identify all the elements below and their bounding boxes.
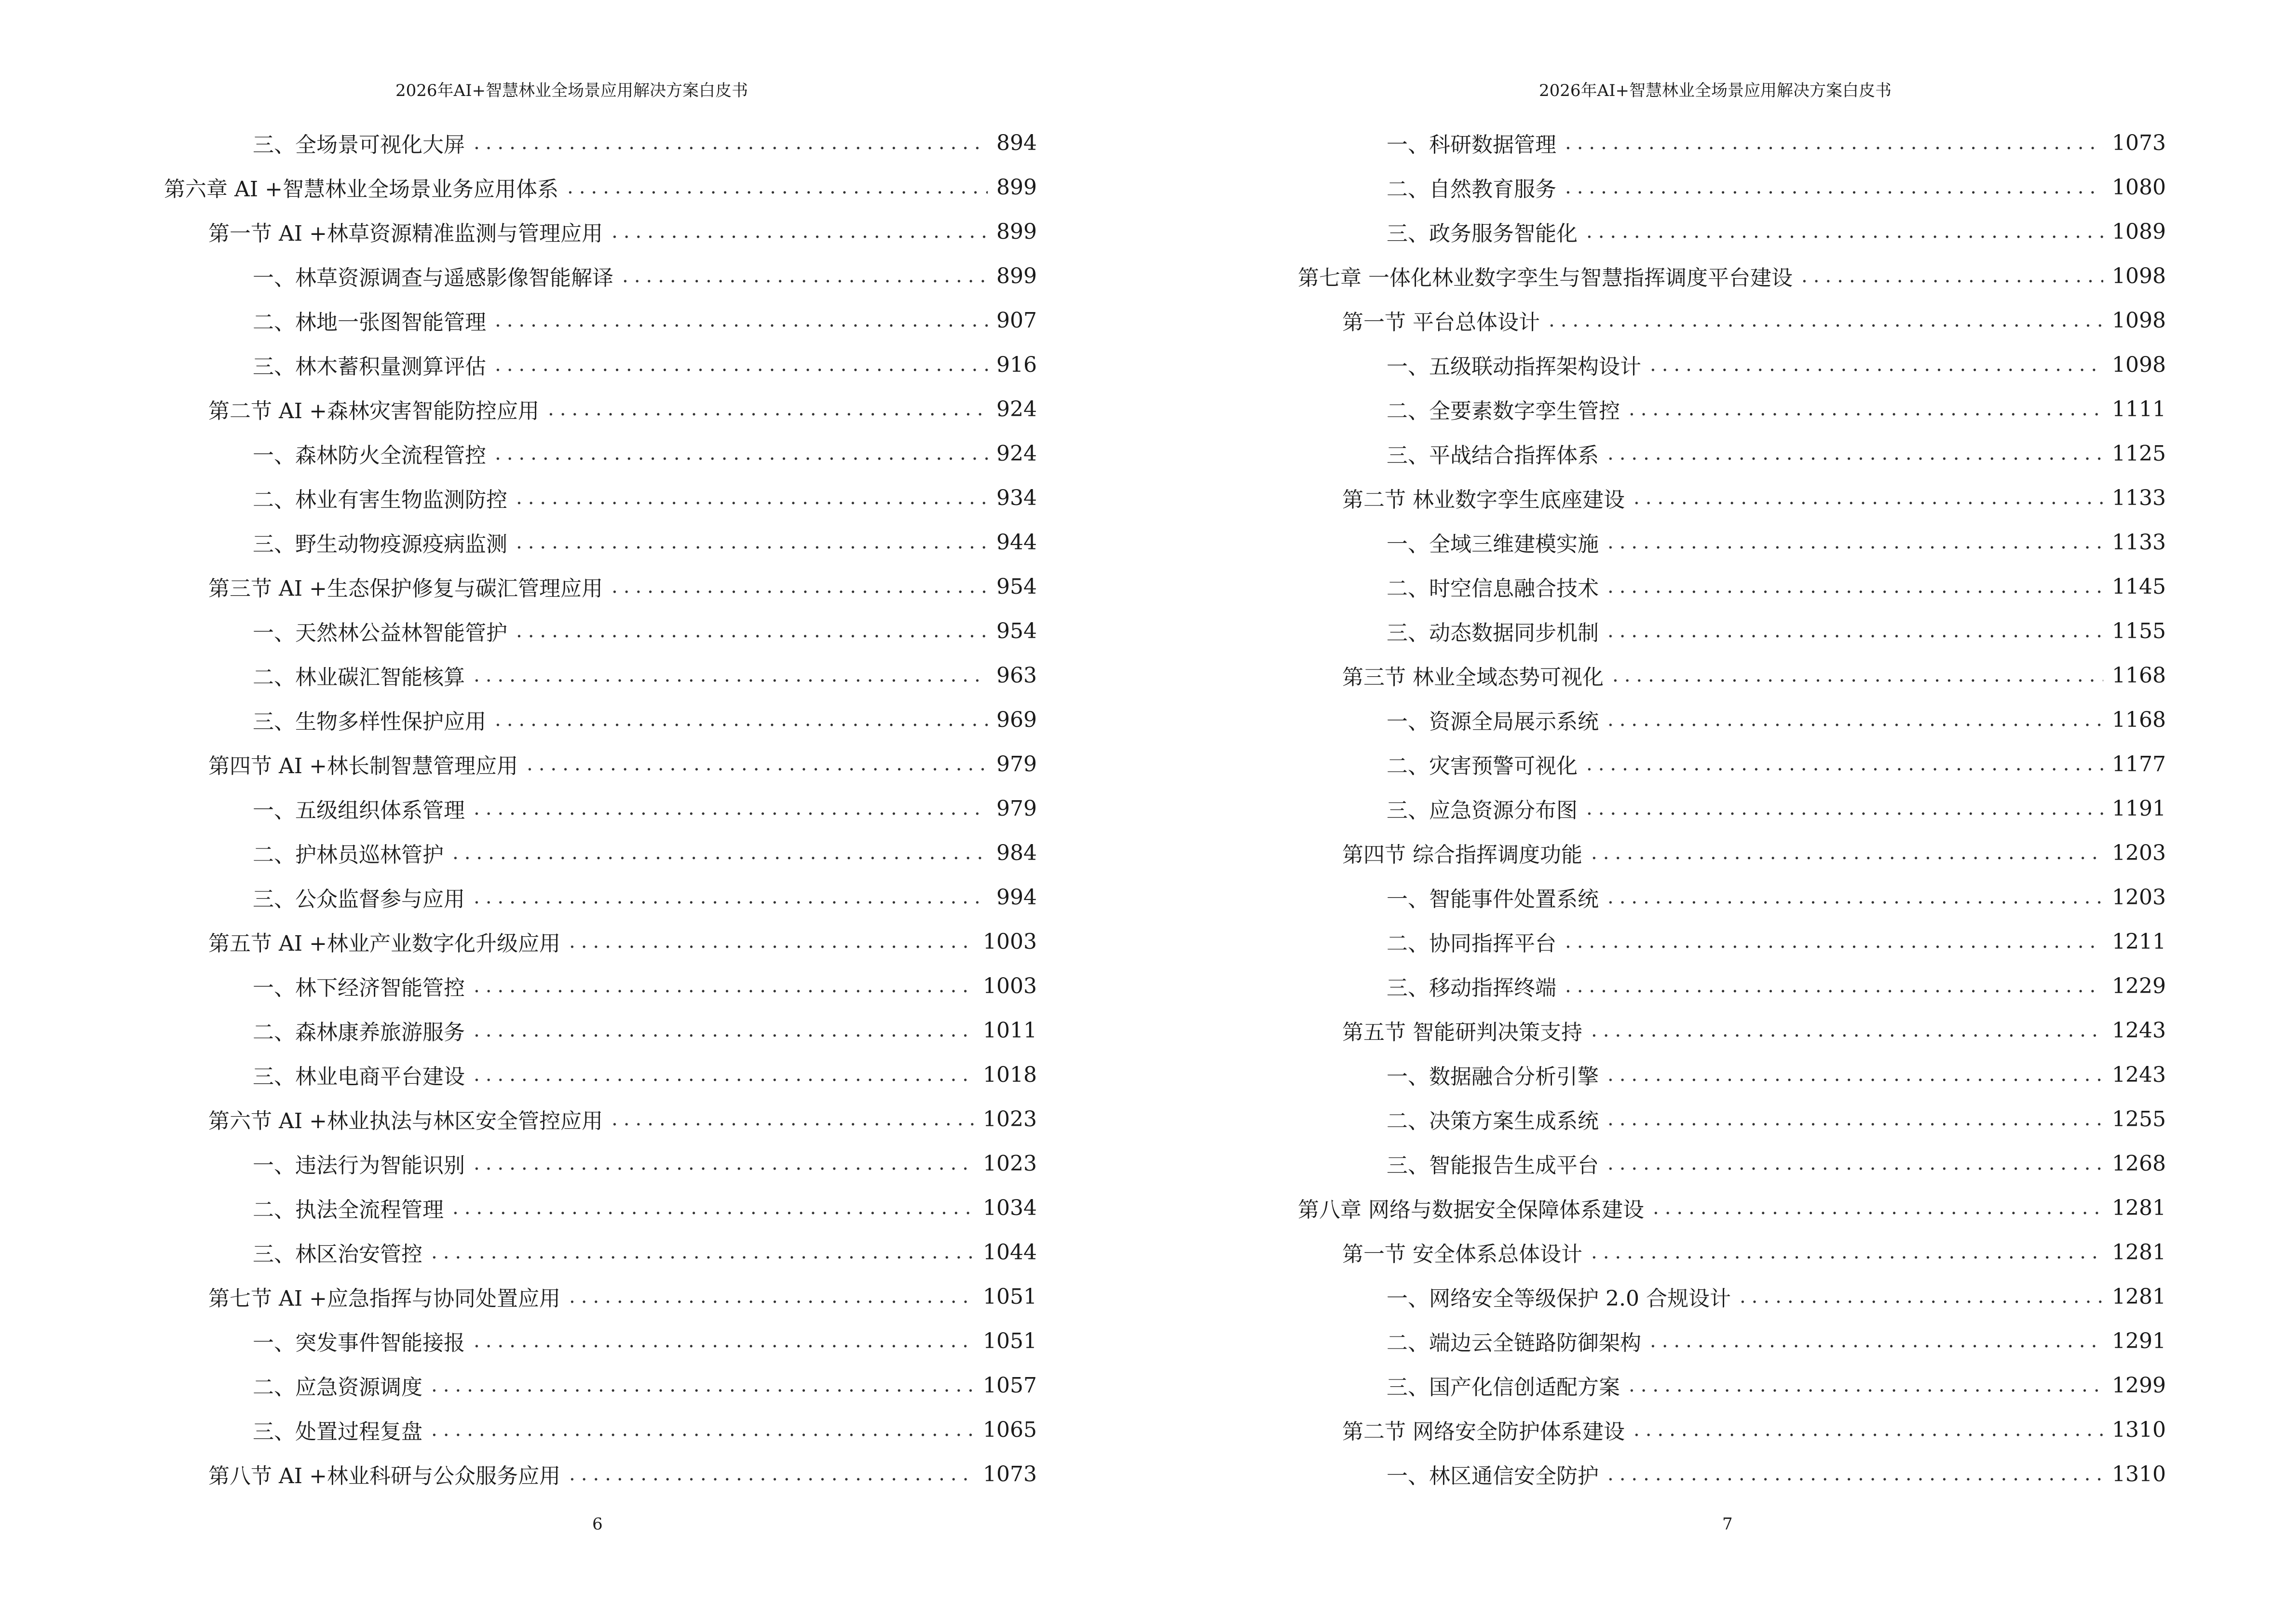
toc-entry-page: 1057	[983, 1373, 1037, 1398]
toc-entry-page: 979	[996, 751, 1037, 777]
dot-leader	[1607, 577, 2103, 596]
toc-subsection-entry[interactable]	[164, 1319, 1037, 1363]
toc-section-entry[interactable]	[1298, 831, 2166, 875]
toc-entry-title: 第一节 平台总体设计	[1342, 310, 1540, 335]
toc-entry-title: 第三节 AI +生态保护修复与碳汇管理应用	[208, 576, 603, 601]
running-header: 2026年AI+智慧林业全场景应用解决方案白皮书	[1539, 81, 1892, 100]
toc-entry-page: 1003	[983, 929, 1037, 954]
toc-entry-title: 三、林业电商平台建设	[253, 1064, 465, 1089]
toc-entry-title: 第六节 AI +林业执法与林区安全管控应用	[208, 1109, 603, 1133]
toc-entry-title: 第四节 AI +林长制智慧管理应用	[208, 754, 518, 778]
toc-entry-title: 二、灾害预警可视化	[1387, 754, 1578, 778]
toc-subsection-entry[interactable]	[164, 476, 1037, 520]
dot-leader	[1607, 1109, 2103, 1129]
toc-subsection-entry[interactable]	[1298, 875, 2166, 919]
toc-list	[164, 121, 1037, 1496]
toc-entry-title: 一、网络安全等级保护 2.0 合规设计	[1387, 1286, 1731, 1311]
toc-subsection-entry[interactable]	[1298, 1274, 2166, 1319]
toc-entry-page: 1281	[2112, 1195, 2166, 1220]
dot-leader	[1607, 1464, 2103, 1484]
toc-entry-page: 1044	[983, 1240, 1037, 1265]
dot-leader	[622, 266, 988, 286]
toc-entry-title: 第五节 智能研判决策支持	[1342, 1020, 1582, 1045]
dot-leader	[1629, 399, 2103, 419]
toc-entry-title: 三、应急资源分布图	[1387, 798, 1578, 823]
toc-entry-title: 三、处置过程复盘	[253, 1419, 422, 1444]
toc-entry-title: 一、违法行为智能识别	[253, 1153, 465, 1178]
toc-entry-page: 1098	[2112, 308, 2166, 333]
dot-leader	[1565, 932, 2103, 951]
dot-leader	[1740, 1287, 2103, 1306]
toc-subsection-entry[interactable]	[1298, 742, 2166, 786]
dot-leader	[1565, 976, 2103, 996]
toc-subsection-entry[interactable]	[164, 1230, 1037, 1274]
toc-entry-page: 1111	[2112, 396, 2166, 422]
toc-entry-page: 899	[996, 175, 1037, 200]
toc-subsection-entry[interactable]	[164, 1407, 1037, 1452]
dot-leader	[1801, 266, 2103, 286]
toc-list	[1298, 121, 2166, 1496]
toc-entry-page: 1310	[2112, 1461, 2166, 1487]
toc-entry-page: 924	[996, 396, 1037, 422]
toc-entry-page: 1065	[983, 1417, 1037, 1442]
dot-leader	[1565, 177, 2103, 197]
toc-entry-page: 1203	[2112, 885, 2166, 910]
toc-entry-title: 一、天然林公益林智能管护	[253, 621, 507, 645]
toc-entry-title: 三、移动指挥终端	[1387, 976, 1556, 1000]
toc-subsection-entry[interactable]	[1298, 786, 2166, 831]
toc-subsection-entry[interactable]	[1298, 431, 2166, 476]
toc-entry-page: 1211	[2112, 929, 2166, 954]
toc-entry-title: 二、决策方案生成系统	[1387, 1109, 1599, 1133]
toc-entry-title: 一、资源全局展示系统	[1387, 710, 1599, 734]
toc-entry-title: 一、科研数据管理	[1387, 133, 1556, 157]
toc-entry-page: 1243	[2112, 1018, 2166, 1043]
toc-subsection-entry[interactable]	[164, 1141, 1037, 1186]
dot-leader	[431, 1376, 974, 1395]
dot-leader	[474, 1331, 974, 1351]
toc-section-entry[interactable]	[164, 742, 1037, 786]
toc-subsection-entry[interactable]	[1298, 342, 2166, 387]
toc-entry-title: 三、政务服务智能化	[1387, 221, 1578, 246]
dot-leader	[1607, 621, 2103, 641]
dot-leader	[567, 177, 988, 197]
toc-entry-page: 1073	[983, 1461, 1037, 1487]
dot-leader	[1586, 799, 2103, 818]
toc-entry-page: 1291	[2112, 1328, 2166, 1353]
toc-subsection-entry[interactable]	[164, 121, 1037, 165]
dot-leader	[1607, 1154, 2103, 1173]
toc-entry-page: 1310	[2112, 1417, 2166, 1442]
toc-entry-title: 二、林业有害生物监测防控	[253, 488, 507, 512]
dot-leader	[1612, 666, 2103, 685]
toc-entry-title: 二、林地一张图智能管理	[253, 310, 486, 335]
toc-section-entry[interactable]	[1298, 1407, 2166, 1452]
toc-entry-page: 1073	[2112, 130, 2166, 155]
toc-subsection-entry[interactable]	[164, 431, 1037, 476]
dot-leader	[1634, 1420, 2103, 1439]
toc-section-entry[interactable]	[1298, 1230, 2166, 1274]
toc-entry-title: 第二节 网络安全防护体系建设	[1342, 1419, 1625, 1444]
toc-entry-title: 一、五级组织体系管理	[253, 798, 465, 823]
toc-entry-page: 934	[996, 485, 1037, 510]
dot-leader	[1586, 754, 2103, 774]
toc-entry-title: 二、应急资源调度	[253, 1375, 422, 1400]
toc-entry-title: 二、时空信息融合技术	[1387, 576, 1599, 601]
toc-entry-title: 第八章 网络与数据安全保障体系建设	[1298, 1198, 1644, 1222]
toc-entry-title: 第三节 林业全域态势可视化	[1342, 665, 1604, 690]
toc-subsection-entry[interactable]	[1298, 564, 2166, 609]
toc-entry-title: 第七章 一体化林业数字孪生与智慧指挥调度平台建设	[1298, 266, 1793, 290]
toc-entry-title: 三、野生动物疫源疫病监测	[253, 532, 507, 557]
dot-leader	[495, 311, 988, 330]
toc-entry-page: 899	[996, 263, 1037, 288]
toc-subsection-entry[interactable]	[164, 697, 1037, 742]
toc-entry-title: 第一节 AI +林草资源精准监测与管理应用	[208, 221, 603, 246]
page-number: 7	[1722, 1515, 1733, 1534]
toc-subsection-entry[interactable]	[164, 786, 1037, 831]
toc-subsection-entry[interactable]	[1298, 209, 2166, 254]
toc-section-entry[interactable]	[164, 209, 1037, 254]
dot-leader	[1629, 1376, 2103, 1395]
toc-entry-page: 1018	[983, 1062, 1037, 1087]
toc-section-entry[interactable]	[1298, 476, 2166, 520]
toc-subsection-entry[interactable]	[164, 831, 1037, 875]
dot-leader	[474, 1065, 974, 1084]
toc-entry-page: 954	[996, 574, 1037, 599]
toc-entry-page: 969	[996, 707, 1037, 732]
toc-subsection-entry[interactable]	[164, 609, 1037, 653]
toc-entry-page: 979	[996, 796, 1037, 821]
toc-entry-page: 1281	[2112, 1284, 2166, 1309]
toc-subsection-entry[interactable]	[1298, 609, 2166, 653]
toc-entry-page: 1080	[2112, 175, 2166, 200]
toc-entry-title: 二、全要素数字孪生管控	[1387, 399, 1620, 423]
toc-entry-title: 一、全域三维建模实施	[1387, 532, 1599, 557]
dot-leader	[431, 1242, 974, 1262]
toc-section-entry[interactable]	[164, 387, 1037, 431]
toc-section-entry[interactable]	[1298, 298, 2166, 342]
toc-entry-title: 三、生物多样性保护应用	[253, 710, 486, 734]
dot-leader	[1607, 1065, 2103, 1084]
toc-subsection-entry[interactable]	[164, 520, 1037, 564]
toc-entry-title: 一、林下经济智能管控	[253, 976, 465, 1000]
toc-entry-title: 一、智能事件处置系统	[1387, 887, 1599, 912]
dot-leader	[452, 1198, 974, 1217]
toc-entry-page: 1281	[2112, 1240, 2166, 1265]
dot-leader	[1607, 887, 2103, 907]
toc-entry-page: 1011	[983, 1018, 1037, 1043]
toc-entry-page: 1155	[2112, 618, 2166, 643]
dot-leader	[452, 843, 988, 862]
toc-entry-title: 三、国产化信创适配方案	[1387, 1375, 1620, 1400]
dot-leader	[527, 754, 988, 774]
toc-chapter-entry[interactable]	[164, 165, 1037, 209]
toc-entry-title: 三、全场景可视化大屏	[253, 133, 465, 157]
toc-subsection-entry[interactable]	[1298, 520, 2166, 564]
toc-entry-page: 994	[996, 885, 1037, 910]
dot-leader	[516, 488, 988, 507]
dot-leader	[474, 799, 988, 818]
toc-entry-title: 三、动态数据同步机制	[1387, 621, 1599, 645]
toc-subsection-entry[interactable]	[164, 653, 1037, 697]
toc-subsection-entry[interactable]	[1298, 1097, 2166, 1141]
dot-leader	[569, 1464, 974, 1484]
toc-entry-page: 1168	[2112, 707, 2166, 732]
toc-entry-page: 1023	[983, 1106, 1037, 1132]
toc-entry-title: 二、森林康养旅游服务	[253, 1020, 465, 1045]
toc-entry-title: 三、智能报告生成平台	[1387, 1153, 1599, 1178]
toc-entry-page: 1191	[2112, 796, 2166, 821]
dot-leader	[474, 1154, 974, 1173]
toc-subsection-entry[interactable]	[164, 875, 1037, 919]
toc-subsection-entry[interactable]	[164, 254, 1037, 298]
dot-leader	[1650, 1331, 2103, 1351]
toc-entry-page: 1125	[2112, 441, 2166, 466]
dot-leader	[1565, 133, 2103, 152]
toc-entry-page: 1051	[983, 1328, 1037, 1353]
toc-entry-page: 1243	[2112, 1062, 2166, 1087]
toc-subsection-entry[interactable]	[1298, 919, 2166, 964]
toc-entry-page: 1098	[2112, 352, 2166, 377]
toc-subsection-entry[interactable]	[1298, 1052, 2166, 1097]
toc-entry-page: 916	[996, 352, 1037, 377]
toc-entry-title: 一、林区通信安全防护	[1387, 1464, 1599, 1488]
toc-entry-page: 1089	[2112, 219, 2166, 244]
toc-entry-page: 1034	[983, 1195, 1037, 1220]
dot-leader	[1591, 843, 2103, 862]
toc-entry-page: 907	[996, 308, 1037, 333]
toc-entry-title: 一、突发事件智能接报	[253, 1331, 465, 1355]
toc-entry-page: 954	[996, 618, 1037, 643]
dot-leader	[474, 133, 988, 152]
toc-section-entry[interactable]	[164, 564, 1037, 609]
toc-entry-page: 899	[996, 219, 1037, 244]
dot-leader	[474, 1021, 974, 1040]
toc-entry-title: 第五节 AI +林业产业数字化升级应用	[208, 931, 560, 956]
toc-entry-page: 1177	[2112, 751, 2166, 777]
dot-leader	[495, 355, 988, 374]
toc-section-entry[interactable]	[164, 919, 1037, 964]
toc-entry-page: 1133	[2112, 530, 2166, 555]
toc-subsection-entry[interactable]	[164, 342, 1037, 387]
toc-entry-title: 一、森林防火全流程管控	[253, 443, 486, 468]
toc-entry-page: 1299	[2112, 1373, 2166, 1398]
dot-leader	[1586, 222, 2103, 241]
dot-leader	[495, 710, 988, 729]
toc-entry-title: 三、林区治安管控	[253, 1242, 422, 1267]
dot-leader	[612, 1109, 974, 1129]
toc-entry-page: 1023	[983, 1151, 1037, 1176]
toc-entry-title: 二、林业碳汇智能核算	[253, 665, 465, 690]
toc-entry-page: 894	[996, 130, 1037, 155]
toc-entry-title: 第四节 综合指挥调度功能	[1342, 843, 1582, 867]
dot-leader	[474, 666, 988, 685]
toc-entry-title: 二、协同指挥平台	[1387, 931, 1556, 956]
dot-leader	[1591, 1021, 2103, 1040]
dot-leader	[474, 887, 988, 907]
dot-leader	[1607, 710, 2103, 729]
toc-entry-title: 三、平战结合指挥体系	[1387, 443, 1599, 468]
toc-entry-page: 1051	[983, 1284, 1037, 1309]
dot-leader	[569, 932, 974, 951]
dot-leader	[516, 621, 988, 641]
toc-entry-page: 1133	[2112, 485, 2166, 510]
dot-leader	[612, 577, 988, 596]
toc-subsection-entry[interactable]	[1298, 165, 2166, 209]
toc-subsection-entry[interactable]	[164, 964, 1037, 1008]
toc-entry-page: 963	[996, 663, 1037, 688]
toc-subsection-entry[interactable]	[164, 1363, 1037, 1407]
toc-subsection-entry[interactable]	[1298, 697, 2166, 742]
dot-leader	[1634, 488, 2103, 507]
dot-leader	[612, 222, 988, 241]
toc-entry-title: 第七节 AI +应急指挥与协同处置应用	[208, 1286, 560, 1311]
toc-entry-title: 第六章 AI +智慧林业全场景业务应用体系	[164, 177, 558, 202]
dot-leader	[431, 1420, 974, 1439]
toc-entry-page: 944	[996, 530, 1037, 555]
dot-leader	[1653, 1198, 2103, 1217]
dot-leader	[569, 1287, 974, 1306]
toc-subsection-entry[interactable]	[164, 1186, 1037, 1230]
toc-entry-page: 1203	[2112, 840, 2166, 865]
toc-subsection-entry[interactable]	[164, 1052, 1037, 1097]
toc-subsection-entry[interactable]	[164, 298, 1037, 342]
toc-entry-title: 三、林木蓄积量测算评估	[253, 355, 486, 379]
toc-entry-title: 一、林草资源调查与遥感影像智能解译	[253, 266, 613, 290]
toc-entry-page: 1145	[2112, 574, 2166, 599]
dot-leader	[548, 399, 988, 419]
toc-entry-title: 第八节 AI +林业科研与公众服务应用	[208, 1464, 560, 1488]
running-header: 2026年AI+智慧林业全场景应用解决方案白皮书	[395, 81, 748, 100]
toc-section-entry[interactable]	[1298, 1008, 2166, 1052]
toc-entry-title: 第二节 林业数字孪生底座建设	[1342, 488, 1625, 512]
toc-entry-title: 二、端边云全链路防御架构	[1387, 1331, 1641, 1355]
dot-leader	[474, 976, 974, 996]
toc-section-entry[interactable]	[164, 1274, 1037, 1319]
toc-subsection-entry[interactable]	[164, 1008, 1037, 1052]
toc-chapter-entry[interactable]	[1298, 254, 2166, 298]
toc-subsection-entry[interactable]	[1298, 964, 2166, 1008]
toc-entry-page: 1255	[2112, 1106, 2166, 1132]
dot-leader	[1591, 1242, 2103, 1262]
toc-section-entry[interactable]	[164, 1097, 1037, 1141]
toc-entry-page: 1229	[2112, 973, 2166, 998]
toc-entry-title: 二、执法全流程管理	[253, 1198, 444, 1222]
toc-entry-title: 一、数据融合分析引擎	[1387, 1064, 1599, 1089]
dot-leader	[1650, 355, 2103, 374]
toc-chapter-entry[interactable]	[1298, 1186, 2166, 1230]
toc-subsection-entry[interactable]	[1298, 1363, 2166, 1407]
dot-leader	[1607, 444, 2103, 463]
toc-entry-title: 第一节 安全体系总体设计	[1342, 1242, 1582, 1267]
toc-entry-page: 1268	[2112, 1151, 2166, 1176]
toc-entry-page: 1098	[2112, 263, 2166, 288]
toc-subsection-entry[interactable]	[1298, 1319, 2166, 1363]
toc-entry-title: 二、自然教育服务	[1387, 177, 1556, 202]
toc-entry-title: 一、五级联动指挥架构设计	[1387, 355, 1641, 379]
dot-leader	[495, 444, 988, 463]
toc-entry-title: 三、公众监督参与应用	[253, 887, 465, 912]
dot-leader	[516, 532, 988, 552]
page-number: 6	[592, 1515, 603, 1534]
toc-subsection-entry[interactable]	[1298, 1452, 2166, 1496]
toc-entry-page: 984	[996, 840, 1037, 865]
dot-leader	[1607, 532, 2103, 552]
toc-entry-page: 1003	[983, 973, 1037, 998]
toc-entry-title: 二、护林员巡林管护	[253, 843, 444, 867]
toc-subsection-entry[interactable]	[1298, 121, 2166, 165]
toc-entry-title: 第二节 AI +森林灾害智能防控应用	[208, 399, 539, 423]
toc-subsection-entry[interactable]	[1298, 387, 2166, 431]
toc-section-entry[interactable]	[164, 1452, 1037, 1496]
toc-subsection-entry[interactable]	[1298, 1141, 2166, 1186]
toc-section-entry[interactable]	[1298, 653, 2166, 697]
toc-entry-page: 1168	[2112, 663, 2166, 688]
toc-entry-page: 924	[996, 441, 1037, 466]
dot-leader	[1549, 311, 2103, 330]
right-page	[1144, 0, 2287, 1624]
